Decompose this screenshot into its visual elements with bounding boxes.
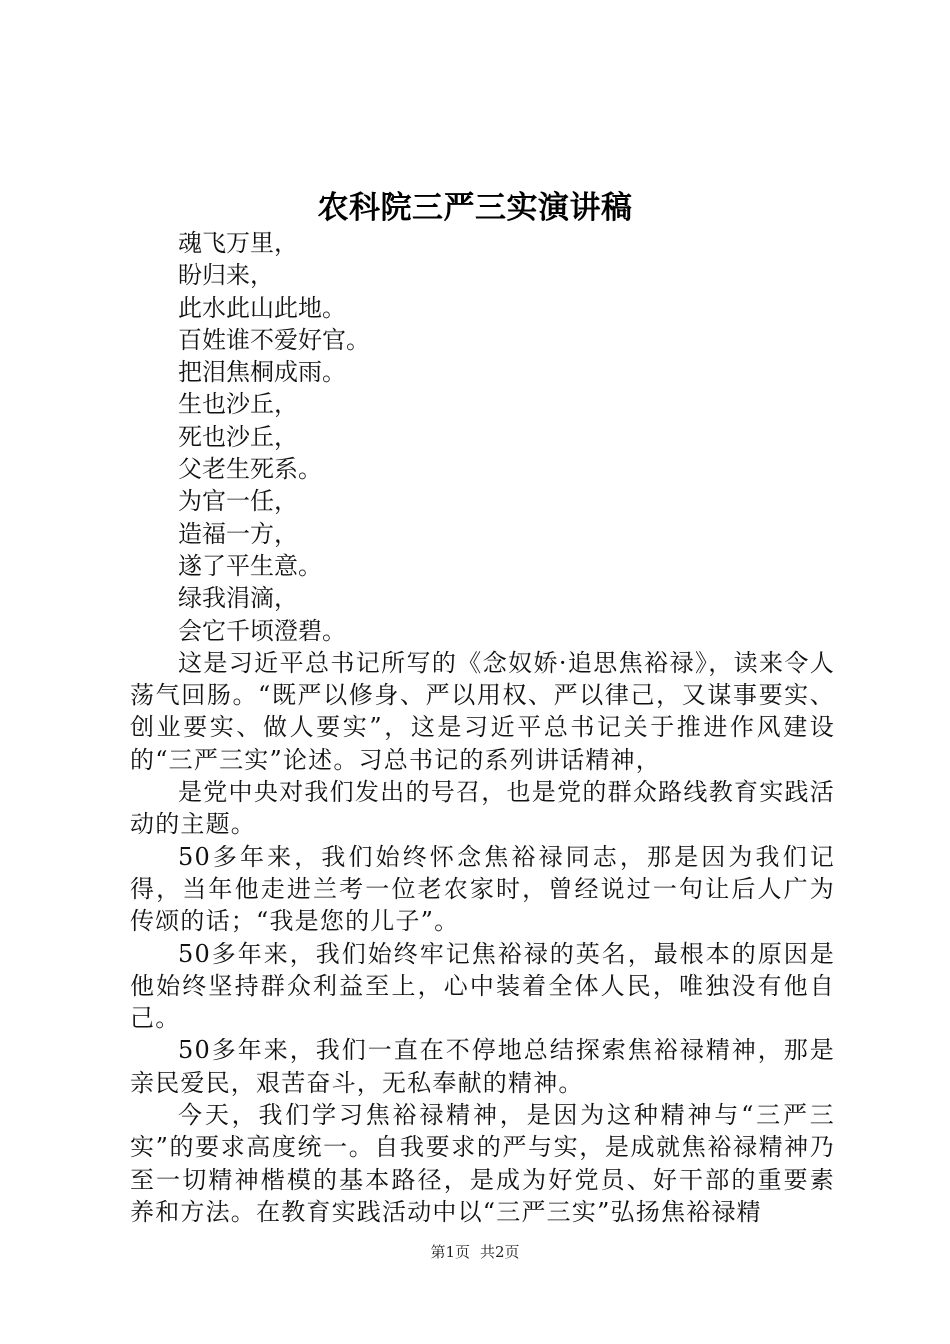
paragraph: 50多年来，我们始终怀念焦裕禄同志，那是因为我们记得，当年他走进兰考一位老农家时，曾经说过一句让后人广为传颂的话；“我是您的儿子”。 bbox=[130, 842, 835, 936]
page-total: 共2页 bbox=[480, 1243, 520, 1261]
poem-line: 百姓谁不爱好官。 bbox=[178, 325, 370, 354]
poem-line: 魂飞万里， bbox=[178, 229, 298, 257]
paragraph: 是党中央对我们发出的号召，也是党的群众路线教育实践活动的主题。 bbox=[130, 778, 835, 839]
document-body bbox=[130, 227, 835, 1228]
page-footer bbox=[0, 1241, 950, 1263]
poem bbox=[130, 227, 835, 647]
poem-line: 父老生死系。 bbox=[178, 455, 322, 484]
poem-line: 会它千顷澄碧。 bbox=[178, 616, 346, 645]
poem-line: 死也沙丘， bbox=[178, 422, 298, 451]
poem-line: 盼归来， bbox=[178, 261, 274, 290]
poem-line: 绿我涓滴， bbox=[178, 584, 298, 613]
poem-line: 为官一任， bbox=[178, 487, 298, 516]
paragraph: 今天，我们学习焦裕禄精神，是因为这种精神与“三严三实”的要求高度统一。自我要求的严与实，是成就焦裕禄精神乃至一切精神楷模的基本路径，是成为好党员、好干部的重要素养和方法。在教育实践活动中以“三严三实”弘扬焦裕禄精 bbox=[130, 1101, 835, 1226]
poem-line: 造福一方， bbox=[178, 519, 298, 548]
document-title: 农科院三严三实演讲稿 bbox=[317, 190, 633, 226]
poem-line: 生也沙丘， bbox=[178, 390, 298, 419]
paragraph: 这是习近平总书记所写的《念奴娇·追思焦裕禄》，读来令人荡气回肠。“既严以修身、严以用权、严以律己，又谋事要实、创业要实、做人要实”，这是习近平总书记关于推进作风建设的“三严三实”论述。习总书记的系列讲话精神， bbox=[130, 648, 835, 774]
paragraph: 50多年来，我们一直在不停地总结探索焦裕禄精神，那是亲民爱民，艰苦奋斗，无私奉献的精神。 bbox=[130, 1036, 835, 1097]
paragraph: 50多年来，我们始终牢记焦裕禄的英名，最根本的原因是他始终坚持群众利益至上，心中装着全体人民，唯独没有他自己。 bbox=[130, 939, 835, 1033]
poem-line: 此水此山此地。 bbox=[178, 293, 346, 322]
page-number: 第1页 bbox=[430, 1243, 470, 1261]
poem-line: 遂了平生意。 bbox=[178, 551, 322, 580]
poem-line: 把泪焦桐成雨。 bbox=[178, 358, 346, 387]
